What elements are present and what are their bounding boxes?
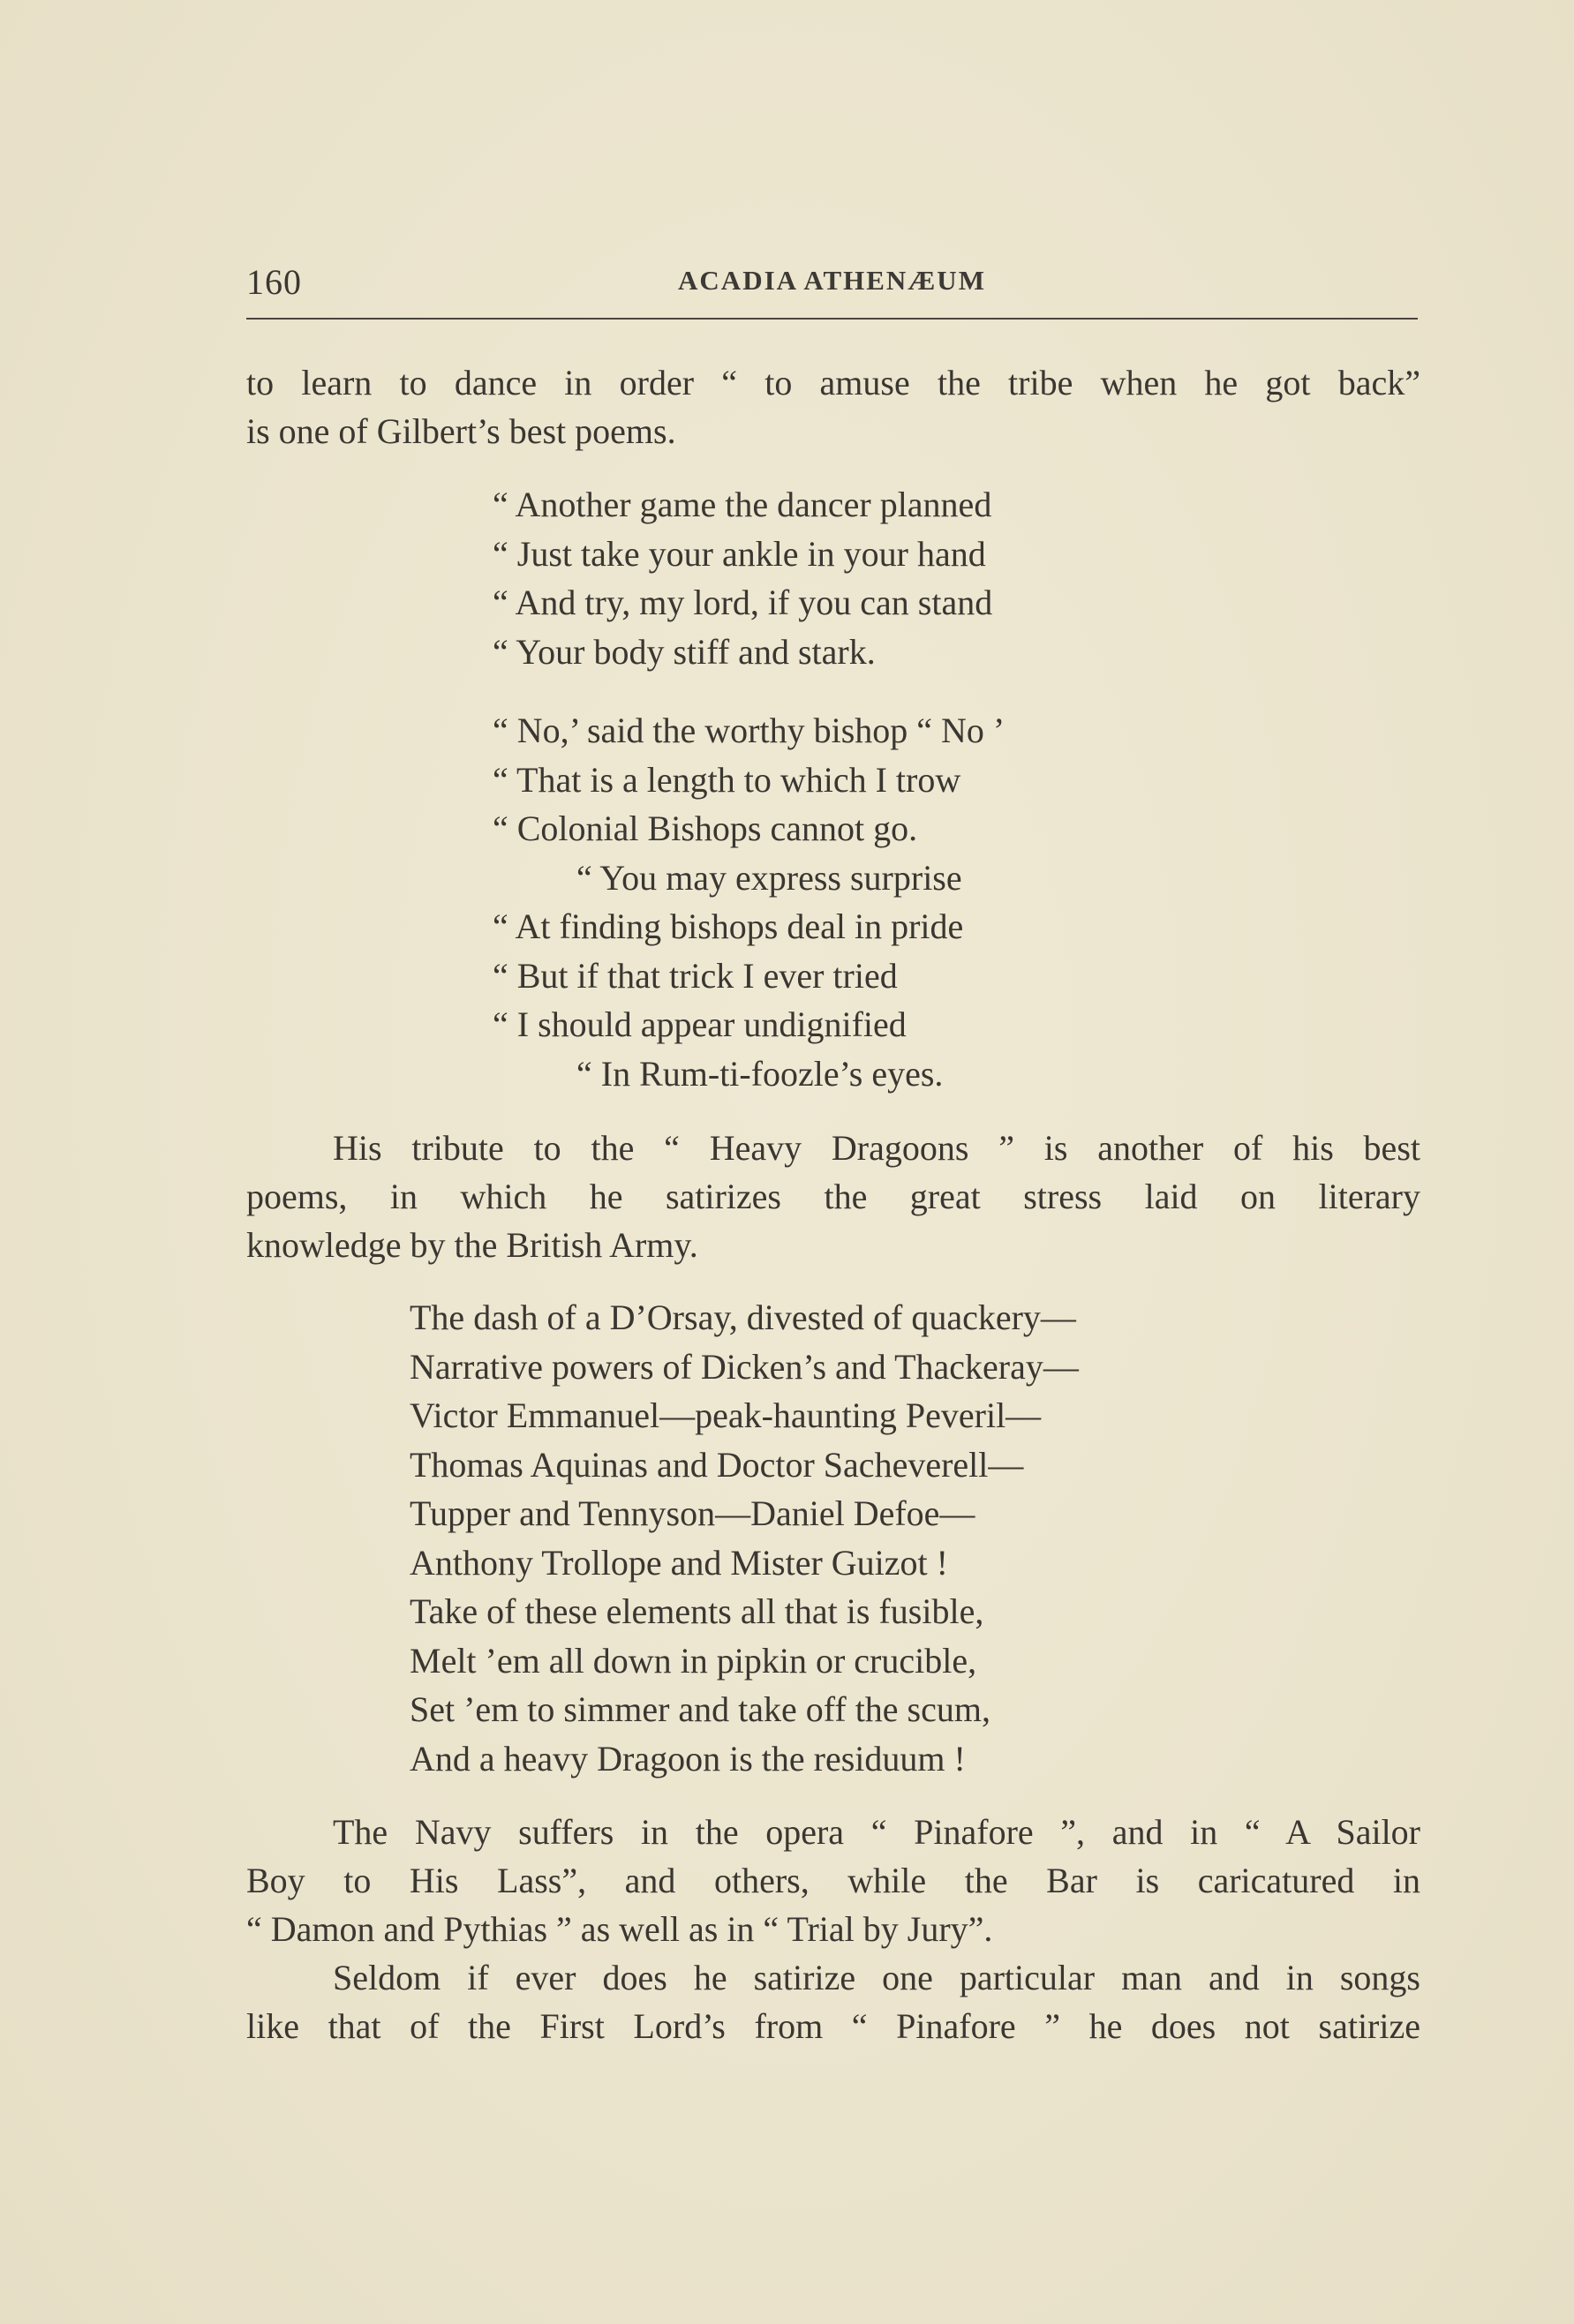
paragraph-3-line-2: like that of the First Lord’s from “ Pinafore ” he does not satirize — [246, 2006, 1420, 2046]
stanza-3 — [410, 1293, 1079, 1783]
intro-line-1: to learn to dance in order “ to amuse the tribe when he got back” — [246, 363, 1420, 402]
verse-line: Thomas Aquinas and Doctor Sacheverell— — [410, 1444, 1024, 1485]
paragraph-2-line-2: Boy to His Lass”, and others, while the Bar is caricatured in — [246, 1861, 1420, 1900]
paragraph-1-line-1: His tribute to the “ Heavy Dragoons ” is another of his best — [333, 1128, 1420, 1168]
intro-line-2: is one of Gilbert’s best poems. — [246, 411, 676, 451]
verse-line: The dash of a D’Orsay, divested of quackery— — [410, 1297, 1076, 1337]
verse-line: Take of these elements all that is fusible, — [410, 1591, 984, 1631]
verse-line: Anthony Trollope and Mister Guizot ! — [410, 1542, 948, 1583]
verse-line: “ You may express surprise — [576, 857, 962, 898]
verse-line: Tupper and Tennyson—Daniel Defoe— — [410, 1493, 975, 1533]
paragraph-1-line-3: knowledge by the British Army. — [246, 1225, 698, 1265]
verse-line: “ Your body stiff and stark. — [493, 631, 876, 672]
paragraph-2-line-1: The Navy suffers in the opera “ Pinafore ”, and in “ A Sailor — [333, 1812, 1420, 1852]
verse-line: “ In Rum-ti-foozle’s eyes. — [576, 1053, 944, 1094]
verse-line: And a heavy Dragoon is the residuum ! — [410, 1738, 966, 1779]
verse-line: “ I should appear undignified — [493, 1004, 907, 1044]
header-rule — [246, 318, 1418, 320]
page-number: 160 — [246, 262, 302, 302]
verse-line: Narrative powers of Dicken’s and Thackeray— — [410, 1346, 1079, 1387]
verse-line: Victor Emmanuel—peak-haunting Peveril— — [410, 1395, 1042, 1435]
verse-line: “ Just take your ankle in your hand — [493, 533, 986, 574]
running-title: ACADIA ATHENÆUM — [678, 265, 986, 296]
paragraph-3-line-1: Seldom if ever does he satirize one particular man and in songs — [333, 1958, 1420, 1997]
verse-line: “ But if that trick I ever tried — [493, 955, 898, 996]
verse-line: Melt ’em all down in pipkin or crucible, — [410, 1640, 977, 1681]
verse-line: Set ’em to simmer and take off the scum, — [410, 1689, 990, 1729]
stanza-1 — [493, 480, 992, 676]
stanza-2 — [493, 706, 1005, 1098]
paragraph-2-line-3: “ Damon and Pythias ” as well as in “ Trial by Jury”. — [246, 1909, 993, 1949]
paragraph-1-line-2: poems, in which he satirizes the great stress laid on literary — [246, 1177, 1420, 1216]
verse-line: “ No,’ said the worthy bishop “ No ’ — [493, 711, 1005, 750]
verse-line: “ Colonial Bishops cannot go. — [493, 809, 918, 848]
verse-line: “ And try, my lord, if you can stand — [493, 583, 993, 622]
verse-line: “ Another game the dancer planned — [493, 485, 992, 524]
page-header — [246, 261, 1418, 314]
verse-line: “ At finding bishops deal in pride — [493, 906, 964, 946]
verse-line: “ That is a length to which I trow — [493, 759, 961, 800]
